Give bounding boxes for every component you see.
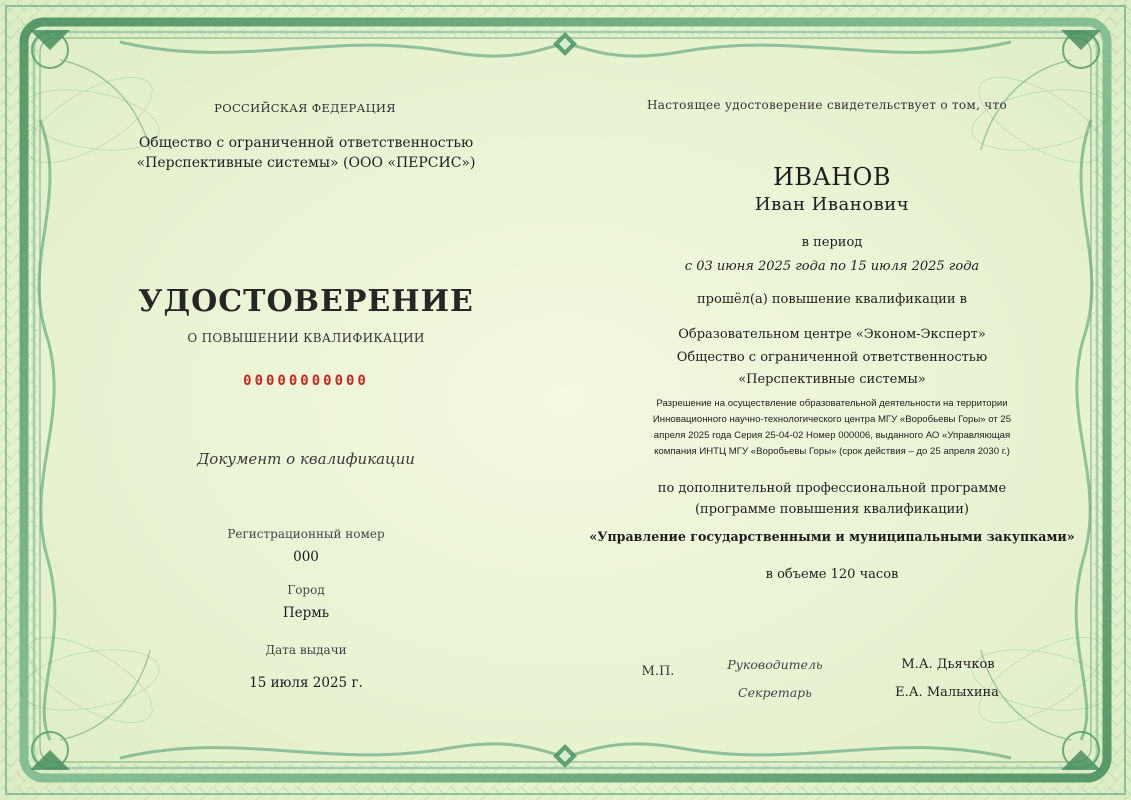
program-volume: в объеме 120 часов (765, 567, 899, 582)
issuer-org-line2: «Перспективные системы» (ООО «ПЕРСИС») (136, 155, 476, 171)
city-label: Город (287, 583, 325, 597)
certificate-title: УДОСТОВЕРЕНИЕ (138, 284, 474, 319)
provider-org-line1: Общество с ограниченной ответственностью (676, 350, 988, 365)
training-center: Образовательном центре «Эконом-Эксперт» (678, 327, 986, 342)
secretary-name: Е.А. Малыхина (895, 685, 999, 700)
program-line1: по дополнительной профессиональной программе (657, 481, 1007, 496)
head-label: Руководитель (727, 657, 823, 672)
country-label: РОССИЙСКАЯ ФЕДЕРАЦИЯ (214, 101, 396, 115)
period-value: с 03 июня 2025 года по 15 июля 2025 года (684, 259, 980, 274)
license-line-4: компания ИНТЦ МГУ «Воробьевы Горы» (срок действия – до 25 апреля 2030 г.) (654, 446, 1010, 457)
holder-name: Иван Иванович (754, 194, 910, 215)
corner-ornament-top-right (981, 30, 1101, 150)
certificate-number: 00000000000 (243, 373, 369, 389)
holder-surname: ИВАНОВ (773, 163, 891, 191)
document-type: Документ о квалификации (197, 450, 415, 468)
provider-org-line2: «Перспективные системы» (738, 372, 926, 387)
registration-number: 000 (293, 549, 319, 565)
license-line-3: апреля 2025 года Серия 25-04-02 Номер 000006, выданного АО «Управляющая (653, 430, 1011, 441)
program-line2: (программе повышения квалификации) (694, 502, 969, 517)
corner-ornament-top-left (30, 30, 150, 150)
period-label: в период (801, 235, 863, 250)
stamp-placeholder: М.П. (641, 664, 675, 679)
issuer-org-line1: Общество с ограниченной ответственностью (138, 135, 474, 151)
passed-text: прошёл(а) повышение квалификации в (697, 292, 967, 307)
registration-label: Регистрационный номер (227, 527, 385, 541)
issue-date-value: 15 июля 2025 г. (249, 675, 363, 691)
issue-date-label: Дата выдачи (265, 643, 347, 657)
head-name: М.А. Дьячков (901, 657, 995, 672)
license-line-1: Разрешение на осуществление образовательной деятельности на территории (656, 398, 1008, 409)
intro-text: Настоящее удостоверение свидетельствует о том, что (646, 98, 1007, 112)
certificate-subtitle: О ПОВЫШЕНИИ КВАЛИФИКАЦИИ (187, 331, 425, 345)
secretary-label: Секретарь (738, 685, 812, 700)
city-value: Пермь (282, 605, 330, 621)
license-text (600, 396, 1064, 460)
license-line-2: Инновационного научно-технологического центра МГУ «Воробьевы Горы» от 25 (652, 414, 1012, 425)
program-name: «Управление государственными и муниципальными закупками» (589, 529, 1075, 544)
